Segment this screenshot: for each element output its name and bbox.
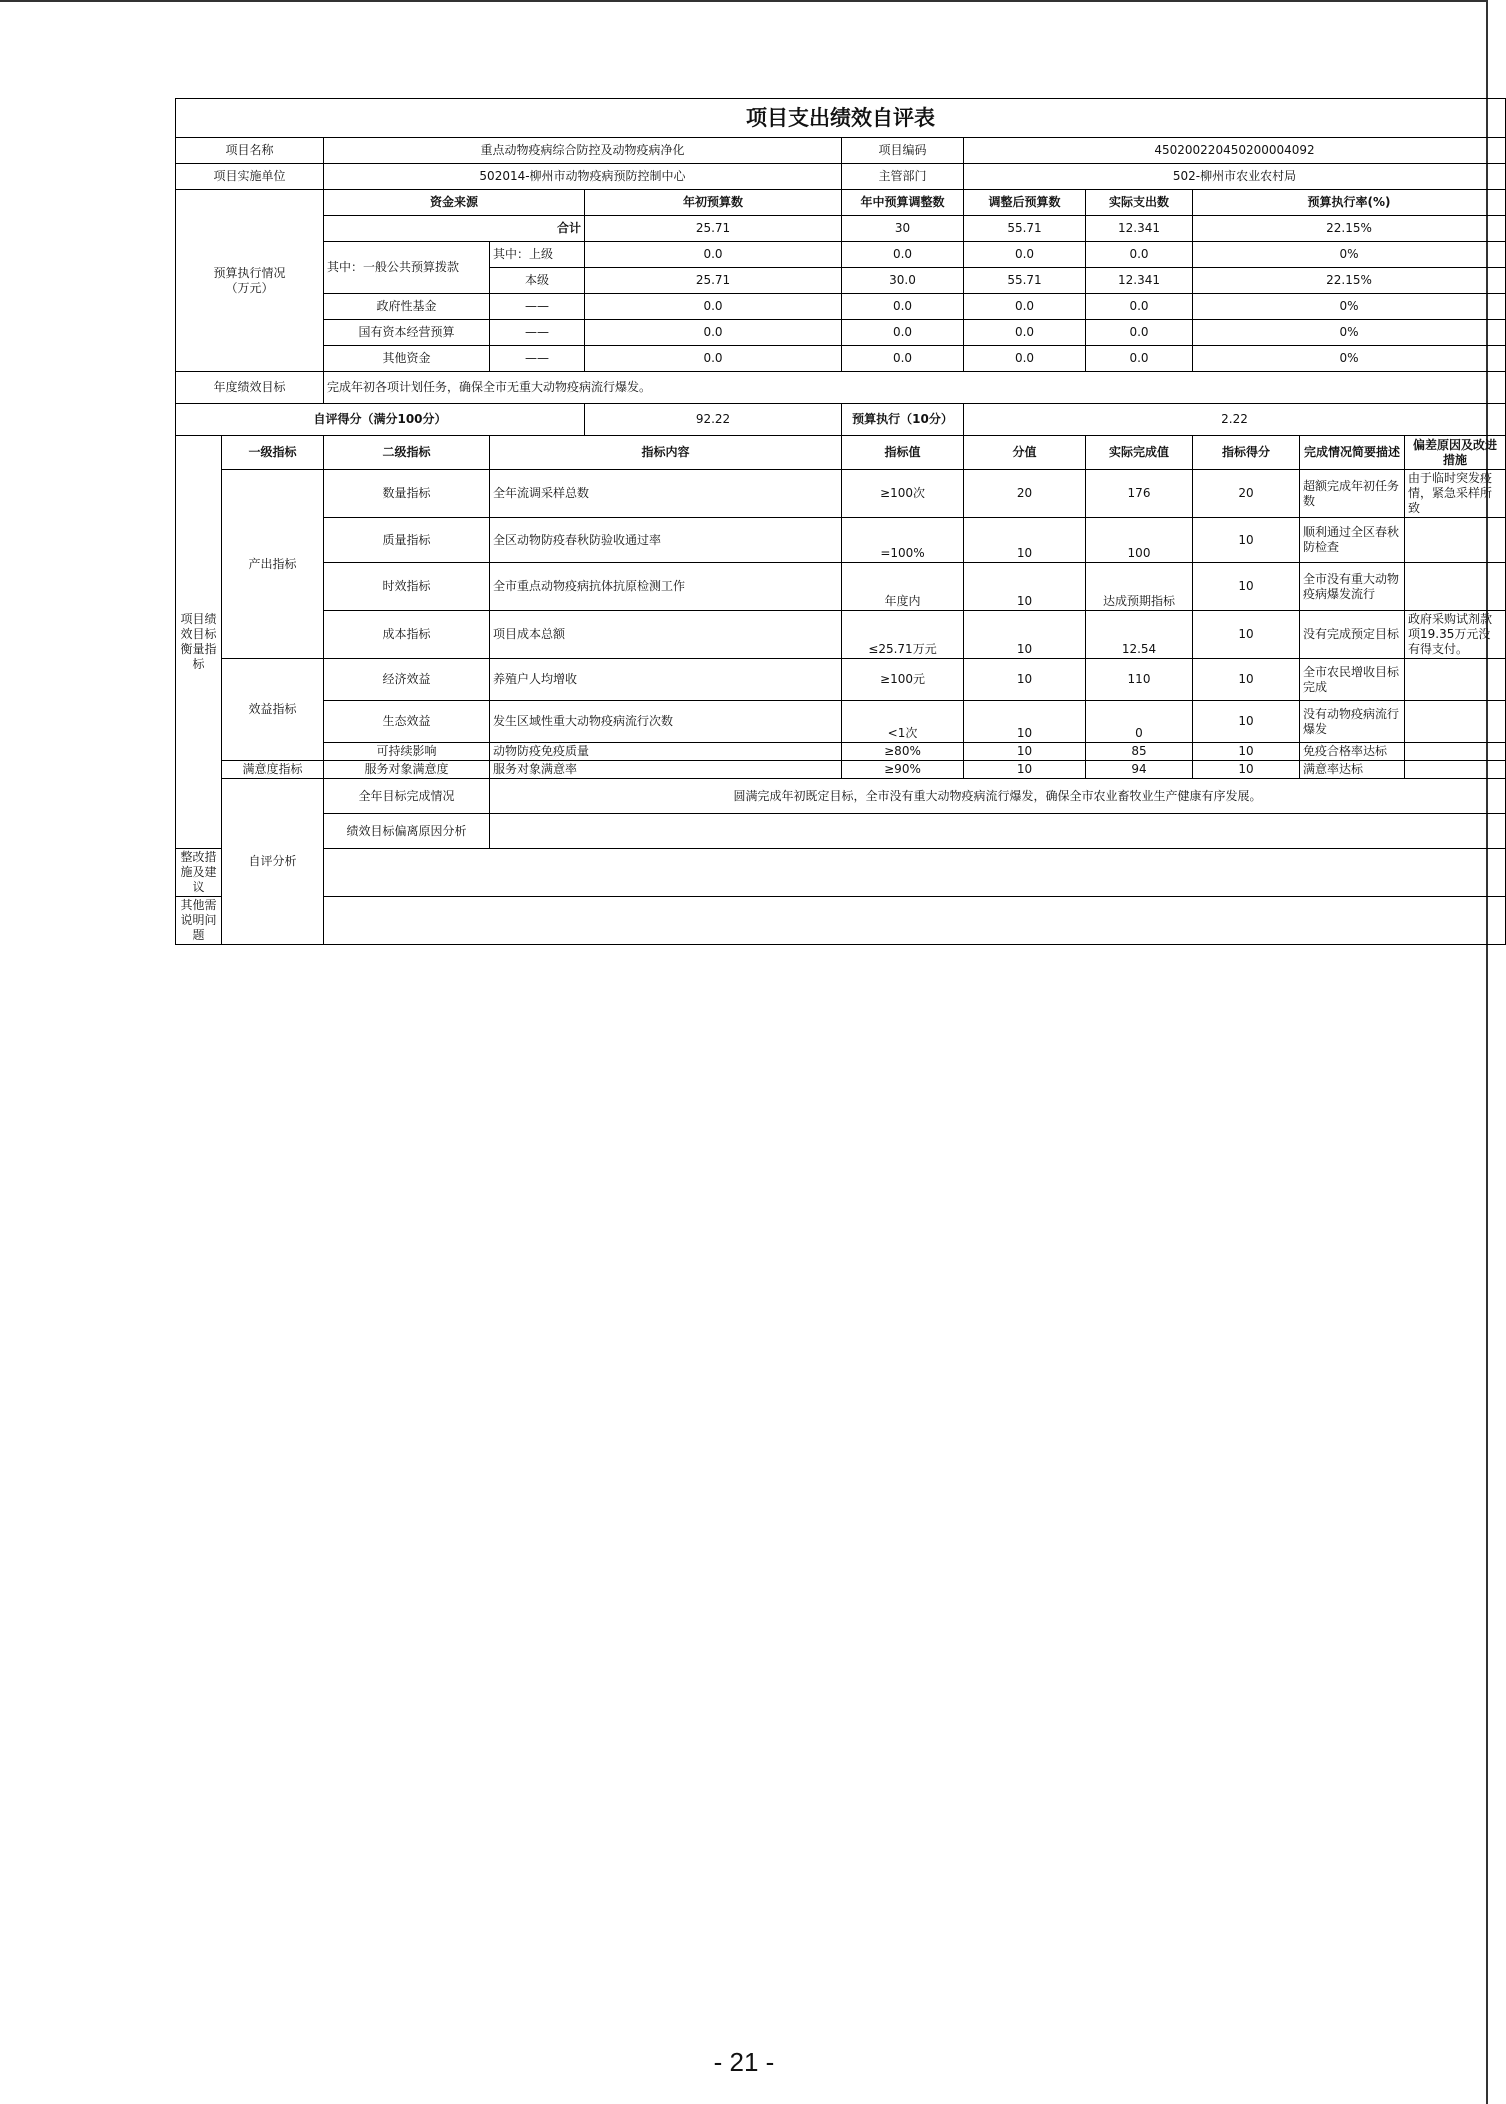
value-header: 指标值 xyxy=(842,436,964,470)
initial-budget-header: 年初预算数 xyxy=(585,190,842,216)
deviation-header: 偏差原因及改进措施 xyxy=(1405,436,1506,470)
midyear-adjust-header: 年中预算调整数 xyxy=(842,190,964,216)
indicator-score: 20 xyxy=(1193,470,1300,518)
indicator-desc: 全市没有重大动物疫病爆发流行 xyxy=(1300,563,1405,611)
total-actual: 12.341 xyxy=(1086,216,1193,242)
indicator-deviation xyxy=(1405,518,1506,563)
indicator-deviation xyxy=(1405,761,1506,779)
indicator-value: ≥90% xyxy=(842,761,964,779)
indicator-points: 10 xyxy=(964,701,1086,743)
project-code-label: 项目编码 xyxy=(842,138,964,164)
state-capital-adjust: 0.0 xyxy=(842,320,964,346)
state-capital-dash: —— xyxy=(490,320,585,346)
indicator-score: 10 xyxy=(1193,743,1300,761)
indicator-content: 动物防疫免疫质量 xyxy=(490,743,842,761)
indicator-deviation xyxy=(1405,701,1506,743)
general-budget-label: 其中：一般公共预算拨款 xyxy=(324,242,490,294)
indicator-actual: 12.54 xyxy=(1086,611,1193,659)
indicator-score: 10 xyxy=(1193,563,1300,611)
state-capital-adjusted: 0.0 xyxy=(964,320,1086,346)
total-label: 合计 xyxy=(324,216,585,242)
upper-actual: 0.0 xyxy=(1086,242,1193,268)
indicator-content: 项目成本总额 xyxy=(490,611,842,659)
annual-goal-label: 年度绩效目标 xyxy=(176,372,324,404)
indicator-deviation xyxy=(1405,563,1506,611)
indicator-desc: 全市农民增收目标完成 xyxy=(1300,659,1405,701)
total-rate: 22.15% xyxy=(1193,216,1506,242)
state-capital-label: 国有资本经营预算 xyxy=(324,320,490,346)
indicator-points: 10 xyxy=(964,563,1086,611)
budget-exec-label: 预算执行情况 （万元） xyxy=(176,190,324,372)
indicator-l2: 生态效益 xyxy=(324,701,490,743)
indicator-score: 10 xyxy=(1193,611,1300,659)
upper-initial: 0.0 xyxy=(585,242,842,268)
indicator-desc: 超额完成年初任务数 xyxy=(1300,470,1405,518)
points-header: 分值 xyxy=(964,436,1086,470)
indicator-value: 年度内 xyxy=(842,563,964,611)
rectification-text xyxy=(324,849,1506,897)
total-adjusted: 55.71 xyxy=(964,216,1086,242)
indicator-value: ≥100元 xyxy=(842,659,964,701)
page-top-border xyxy=(0,0,1488,2)
rectification-label: 整改措施及建议 xyxy=(176,849,222,897)
performance-evaluation-table xyxy=(175,98,1506,945)
page-number: - 21 - xyxy=(713,2047,775,2077)
project-name-label: 项目名称 xyxy=(176,138,324,164)
indicator-area-label: 项目绩效目标衡量指标 xyxy=(176,436,222,849)
indicator-deviation: 由于临时突发疫情，紧急采样所致 xyxy=(1405,470,1506,518)
output-indicator-label: 产出指标 xyxy=(222,470,324,659)
indicator-deviation xyxy=(1405,659,1506,701)
indicator-actual: 85 xyxy=(1086,743,1193,761)
content-header: 指标内容 xyxy=(490,436,842,470)
adjusted-budget-header: 调整后预算数 xyxy=(964,190,1086,216)
self-analysis-label: 自评分析 xyxy=(222,779,324,945)
project-name-value: 重点动物疫病综合防控及动物疫病净化 xyxy=(324,138,842,164)
indicator-points: 10 xyxy=(964,659,1086,701)
impl-unit-label: 项目实施单位 xyxy=(176,164,324,190)
indicator-value: =100% xyxy=(842,518,964,563)
state-capital-rate: 0% xyxy=(1193,320,1506,346)
other-fund-actual: 0.0 xyxy=(1086,346,1193,372)
benefit-indicator-label: 效益指标 xyxy=(222,659,324,761)
impl-unit-value: 502014-柳州市动物疫病预防控制中心 xyxy=(324,164,842,190)
fund-source-header: 资金来源 xyxy=(324,190,585,216)
gov-fund-label: 政府性基金 xyxy=(324,294,490,320)
indicator-desc: 顺利通过全区春秋防检查 xyxy=(1300,518,1405,563)
budget-exec-score-label: 预算执行（10分） xyxy=(842,404,964,436)
dept-label: 主管部门 xyxy=(842,164,964,190)
satisfaction-indicator-label: 满意度指标 xyxy=(222,761,324,779)
deviation-analysis-label: 绩效目标偏离原因分析 xyxy=(324,814,490,849)
indicator-points: 10 xyxy=(964,743,1086,761)
same-level-label: 本级 xyxy=(490,268,585,294)
indicator-actual: 176 xyxy=(1086,470,1193,518)
indicator-content: 养殖户人均增收 xyxy=(490,659,842,701)
other-fund-adjusted: 0.0 xyxy=(964,346,1086,372)
upper-adjusted: 0.0 xyxy=(964,242,1086,268)
same-adjust: 30.0 xyxy=(842,268,964,294)
indicator-l2: 经济效益 xyxy=(324,659,490,701)
indicator-score: 10 xyxy=(1193,761,1300,779)
indicator-desc: 没有动物疫病流行爆发 xyxy=(1300,701,1405,743)
indicator-l2: 数量指标 xyxy=(324,470,490,518)
other-fund-initial: 0.0 xyxy=(585,346,842,372)
other-fund-dash: —— xyxy=(490,346,585,372)
level2-header: 二级指标 xyxy=(324,436,490,470)
indicator-desc: 免疫合格率达标 xyxy=(1300,743,1405,761)
level1-header: 一级指标 xyxy=(222,436,324,470)
indicator-value: ≤25.71万元 xyxy=(842,611,964,659)
indicator-points: 10 xyxy=(964,611,1086,659)
score-header: 指标得分 xyxy=(1193,436,1300,470)
state-capital-actual: 0.0 xyxy=(1086,320,1193,346)
upper-adjust: 0.0 xyxy=(842,242,964,268)
indicator-content: 服务对象满意率 xyxy=(490,761,842,779)
actual-spend-header: 实际支出数 xyxy=(1086,190,1193,216)
gov-fund-rate: 0% xyxy=(1193,294,1506,320)
indicator-score: 10 xyxy=(1193,518,1300,563)
same-initial: 25.71 xyxy=(585,268,842,294)
indicator-l2: 质量指标 xyxy=(324,518,490,563)
dept-value: 502-柳州市农业农村局 xyxy=(964,164,1506,190)
upper-level-label: 其中：上级 xyxy=(490,242,585,268)
annual-completion-label: 全年目标完成情况 xyxy=(324,779,490,814)
gov-fund-dash: —— xyxy=(490,294,585,320)
other-fund-rate: 0% xyxy=(1193,346,1506,372)
indicator-value: <1次 xyxy=(842,701,964,743)
gov-fund-initial: 0.0 xyxy=(585,294,842,320)
indicator-l2: 服务对象满意度 xyxy=(324,761,490,779)
total-adjust: 30 xyxy=(842,216,964,242)
indicator-l2: 时效指标 xyxy=(324,563,490,611)
indicator-score: 10 xyxy=(1193,701,1300,743)
other-fund-label: 其他资金 xyxy=(324,346,490,372)
indicator-deviation: 政府采购试剂款项19.35万元没有得支付。 xyxy=(1405,611,1506,659)
completion-desc-header: 完成情况简要描述 xyxy=(1300,436,1405,470)
gov-fund-adjusted: 0.0 xyxy=(964,294,1086,320)
indicator-value: ≥100次 xyxy=(842,470,964,518)
self-score-label: 自评得分（满分100分） xyxy=(176,404,585,436)
budget-exec-score-value: 2.22 xyxy=(964,404,1506,436)
same-rate: 22.15% xyxy=(1193,268,1506,294)
upper-rate: 0% xyxy=(1193,242,1506,268)
other-issues-text xyxy=(324,897,1506,945)
indicator-actual: 110 xyxy=(1086,659,1193,701)
gov-fund-adjust: 0.0 xyxy=(842,294,964,320)
indicator-content: 发生区域性重大动物疫病流行次数 xyxy=(490,701,842,743)
indicator-value: ≥80% xyxy=(842,743,964,761)
indicator-l2: 成本指标 xyxy=(324,611,490,659)
same-adjusted: 55.71 xyxy=(964,268,1086,294)
indicator-actual: 100 xyxy=(1086,518,1193,563)
table-title: 项目支出绩效自评表 xyxy=(176,99,1506,138)
indicator-content: 全年流调采样总数 xyxy=(490,470,842,518)
indicator-actual: 94 xyxy=(1086,761,1193,779)
exec-rate-header: 预算执行率(%) xyxy=(1193,190,1506,216)
deviation-analysis-text xyxy=(490,814,1506,849)
indicator-points: 10 xyxy=(964,518,1086,563)
other-fund-adjust: 0.0 xyxy=(842,346,964,372)
actual-value-header: 实际完成值 xyxy=(1086,436,1193,470)
self-score-value: 92.22 xyxy=(585,404,842,436)
annual-goal-text: 完成年初各项计划任务，确保全市无重大动物疫病流行爆发。 xyxy=(324,372,1506,404)
indicator-content: 全市重点动物疫病抗体抗原检测工作 xyxy=(490,563,842,611)
project-code-value: 450200220450200004092 xyxy=(964,138,1506,164)
total-initial: 25.71 xyxy=(585,216,842,242)
indicator-score: 10 xyxy=(1193,659,1300,701)
annual-completion-text: 圆满完成年初既定目标，全市没有重大动物疫病流行爆发，确保全市农业畜牧业生产健康有序发展。 xyxy=(490,779,1506,814)
state-capital-initial: 0.0 xyxy=(585,320,842,346)
indicator-deviation xyxy=(1405,743,1506,761)
gov-fund-actual: 0.0 xyxy=(1086,294,1193,320)
same-actual: 12.341 xyxy=(1086,268,1193,294)
indicator-actual: 0 xyxy=(1086,701,1193,743)
other-issues-label: 其他需说明问题 xyxy=(176,897,222,945)
indicator-desc: 满意率达标 xyxy=(1300,761,1405,779)
indicator-points: 10 xyxy=(964,761,1086,779)
indicator-l2: 可持续影响 xyxy=(324,743,490,761)
indicator-actual: 达成预期指标 xyxy=(1086,563,1193,611)
indicator-points: 20 xyxy=(964,470,1086,518)
indicator-content: 全区动物防疫春秋防验收通过率 xyxy=(490,518,842,563)
indicator-desc: 没有完成预定目标 xyxy=(1300,611,1405,659)
